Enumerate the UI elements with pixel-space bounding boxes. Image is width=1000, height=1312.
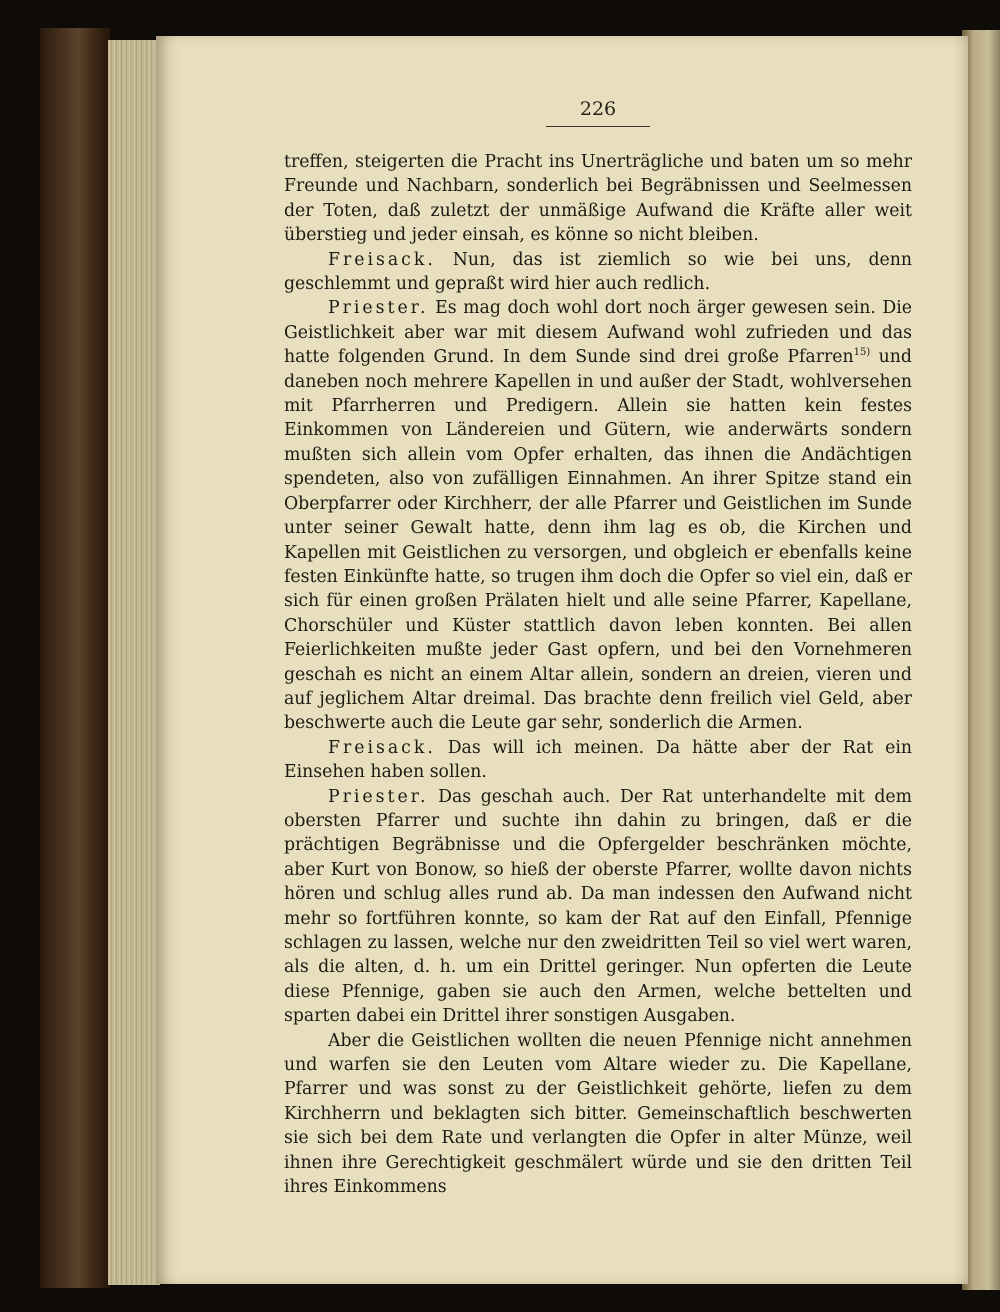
paragraph-text: Es mag doch wohl dort noch ärger gewesen sein. Die Geistlichkeit aber war mit diesem Aufwand wohl zufrieden und das hatte folgenden Grund. In dem Sunde sind drei große Pfarren bbox=[284, 298, 912, 368]
paragraph bbox=[284, 785, 912, 1029]
book-spine bbox=[40, 28, 110, 1288]
speaker-name: Freisack. bbox=[328, 249, 436, 270]
paragraph-text: treffen, steigerten die Pracht ins Unerträgliche und baten um so mehr Freunde und Nachbarn, sonderlich bei Begräbnissen und Seelmessen der Toten, daß zuletzt der unmäßige Aufwand die Kräfte aller weit überstieg und jeder einsah, es könne so nicht bleiben. bbox=[284, 152, 912, 246]
page-text bbox=[284, 150, 912, 1199]
paragraph-text: Nun, das ist ziemlich so wie bei uns, denn geschlemmt und gepraßt wird hier auch redlich. bbox=[284, 249, 912, 295]
paragraph bbox=[284, 248, 912, 297]
footnote-marker: 15) bbox=[853, 347, 871, 359]
paragraph bbox=[284, 1029, 912, 1200]
page-number: 226 bbox=[579, 98, 617, 120]
paragraph-text: Das geschah auch. Der Rat unterhandelte mit dem obersten Pfarrer und suchte ihn dahin zu bringen, daß er die prächtigen Begräbnisse und die Opfergelder beschränken möchte, aber Kurt von Bonow, so hieß der oberste Pfarrer, wollte davon nichts hören und schlug alles rund ab. Da man indessen den Aufwand nicht mehr so fortführen konnte, so kam der Rat auf den Einfall, Pfennige schlagen zu lassen, welche nur den zweidritten Teil so viel wert waren, als die alten, d. h. um ein Drittel geringer. Nun opferten die Leute diese Pfennige, gaben sie auch den Armen, welche bettelten und sparten dabei ein Drittel ihrer sonstigen Ausgaben. bbox=[284, 786, 913, 1027]
speaker-name: Priester. bbox=[328, 786, 429, 807]
speaker-name: Freisack. bbox=[328, 737, 436, 758]
paragraph bbox=[284, 150, 912, 248]
paragraph-text: Das will ich meinen. Da hätte aber der Rat ein Einsehen haben sollen. bbox=[284, 737, 912, 783]
page-number-rule bbox=[546, 126, 650, 127]
paragraph bbox=[284, 736, 912, 785]
paragraph-text: und daneben noch mehrere Kapellen in und außer der Stadt, wohlversehen mit Pfarrherren und Predigern. Allein sie hatten kein festes Einkommen von Ländereien und Gütern, wie anderwärts sondern mußten sich allein vom Opfer erhalten, das ihnen die Andächtigen spendeten, also von zufälligen Einnahmen. An ihrer Spitze stand ein Oberpfarrer oder Kirchherr, der alle Pfarrer und Geistlichen im Sunde unter seiner Gewalt hatte, denn ihm lag es ob, die Kirchen und Kapellen mit Geistlichen zu versorgen, und obgleich er ebenfalls keine festen Einkünfte hatte, so trugen ihm doch die Opfer so viel ein, daß er sich für einen großen Prälaten hielt und alle seine Pfarrer, Kapellane, Chorschüler und Küster stattlich davon leben konnten. Bei allen Feierlichkeiten mußte jeder Gast opfern, und bei den Vornehmeren geschah es nicht an einem Altar allein, sondern an dreien, vieren und auf jeglichem Altar dreimal. Das brachte denn freilich viel Geld, aber beschwerte auch die Leute gar sehr, sonderlich die Armen. bbox=[284, 347, 912, 734]
page-edges bbox=[108, 40, 160, 1285]
paragraph-text: Aber die Geistlichen wollten die neuen Pfennige nicht annehmen und warfen sie den Leuten vom Altare wieder zu. Die Kapellane, Pfarrer und was sonst zu der Geistlichkeit gehörte, liefen zu dem Kirchherrn und beklagten sich bitter. Gemeinschaftlich beschwerten sie sich bei dem Rate und verlangten die Opfer in alter Münze, weil ihnen ihre Gerechtigkeit geschmälert würde und sie den dritten Teil ihres Einkommens bbox=[284, 1030, 912, 1198]
speaker-name: Priester. bbox=[328, 298, 429, 319]
paragraph bbox=[284, 296, 912, 735]
